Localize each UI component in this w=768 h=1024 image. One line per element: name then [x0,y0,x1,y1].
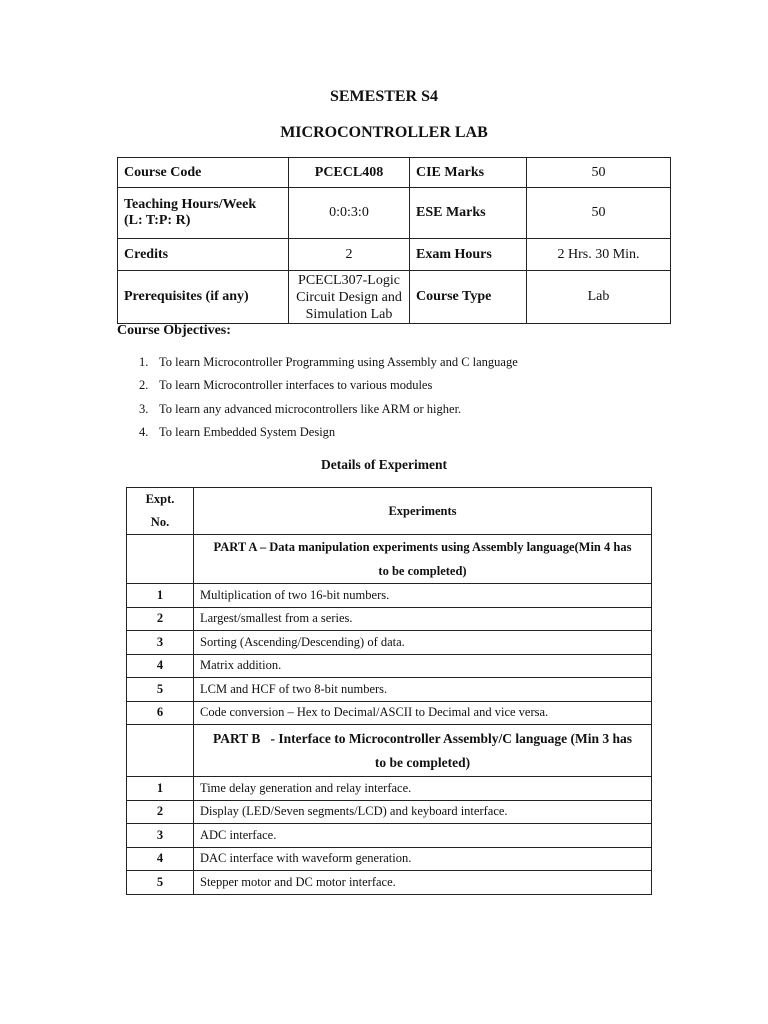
prerequisites-line2: Circuit Design and [296,289,402,305]
exam-hours-label: Exam Hours [410,239,527,271]
part-a-header-row [127,535,652,584]
part-b-heading: PART B - Interface to Microcontroller Assembly/C language (Min 3 has to be completed) [194,725,652,777]
table-row: 5 Stepper motor and DC motor interface. [127,871,652,895]
experiments-header-row [127,488,652,535]
objective-item: 3. To learn any advanced microcontrollers like ARM or higher. [139,401,462,416]
table-row: 5 LCM and HCF of two 8-bit numbers. [127,678,652,702]
ese-marks-label: ESE Marks [410,188,527,239]
experiments-column-header: Experiments [194,488,652,535]
table-row: 4 DAC interface with waveform generation. [127,847,652,871]
info-row-credits [118,239,671,271]
course-info-table [117,157,671,324]
table-row: 1 Time delay generation and relay interface. [127,777,652,801]
cie-marks-label: CIE Marks [410,158,527,188]
table-row: 2 Largest/smallest from a series. [127,607,652,631]
prerequisites-line3: Simulation Lab [305,306,393,322]
course-title: MICROCONTROLLER LAB [280,124,488,141]
part-b-empty-cell [127,725,194,777]
expt-no-header: Expt. No. [127,488,194,535]
prerequisites-line1: PCECL307-Logic [298,272,400,288]
objective-item: 4. To learn Embedded System Design [139,424,336,439]
semester-heading: SEMESTER S4 [329,88,439,105]
table-row: 1 Multiplication of two 16-bit numbers. [127,584,652,608]
course-code-label: Course Code [118,158,289,188]
ese-marks-value: 50 [527,188,671,239]
info-row-prerequisites [118,271,671,324]
teaching-hours-label-line1: Teaching Hours/Week [124,197,257,212]
table-row: 3 ADC interface. [127,824,652,848]
info-row-course-code [118,158,671,188]
cie-marks-value: 50 [527,158,671,188]
teaching-hours-label [118,188,289,239]
exam-hours-value: 2 Hrs. 30 Min. [527,239,671,271]
table-row: 2 Display (LED/Seven segments/LCD) and keyboard interface. [127,800,652,824]
teaching-hours-label-line2: (L: T:P: R) [124,213,191,228]
table-row: 6 Code conversion – Hex to Decimal/ASCII to Decimal and vice versa. [127,701,652,725]
course-objectives-heading: Course Objectives: [117,323,231,338]
table-row: 3 Sorting (Ascending/Descending) of data. [127,631,652,655]
objective-item: 1. To learn Microcontroller Programming using Assembly and C language [139,355,518,369]
prerequisites-value [289,271,410,324]
info-row-teaching-hours [118,188,671,239]
teaching-hours-value: 0:0:3:0 [289,188,410,239]
objective-item: 2. To learn Microcontroller interfaces to various modules [139,378,433,393]
credits-value: 2 [289,239,410,271]
course-objectives-list [139,354,518,447]
part-b-header-row [127,725,652,777]
part-a-heading: PART A – Data manipulation experiments using Assembly language(Min 4 has to be completed) [194,535,652,584]
experiments-table [126,487,652,895]
course-code-value: PCECL408 [289,158,410,188]
course-type-label: Course Type [410,271,527,324]
experiments-heading: Details of Experiment [321,457,447,472]
course-type-value: Lab [527,271,671,324]
prerequisites-label: Prerequisites (if any) [118,271,289,324]
credits-label: Credits [118,239,289,271]
table-row: 4 Matrix addition. [127,654,652,678]
part-a-empty-cell [127,535,194,584]
